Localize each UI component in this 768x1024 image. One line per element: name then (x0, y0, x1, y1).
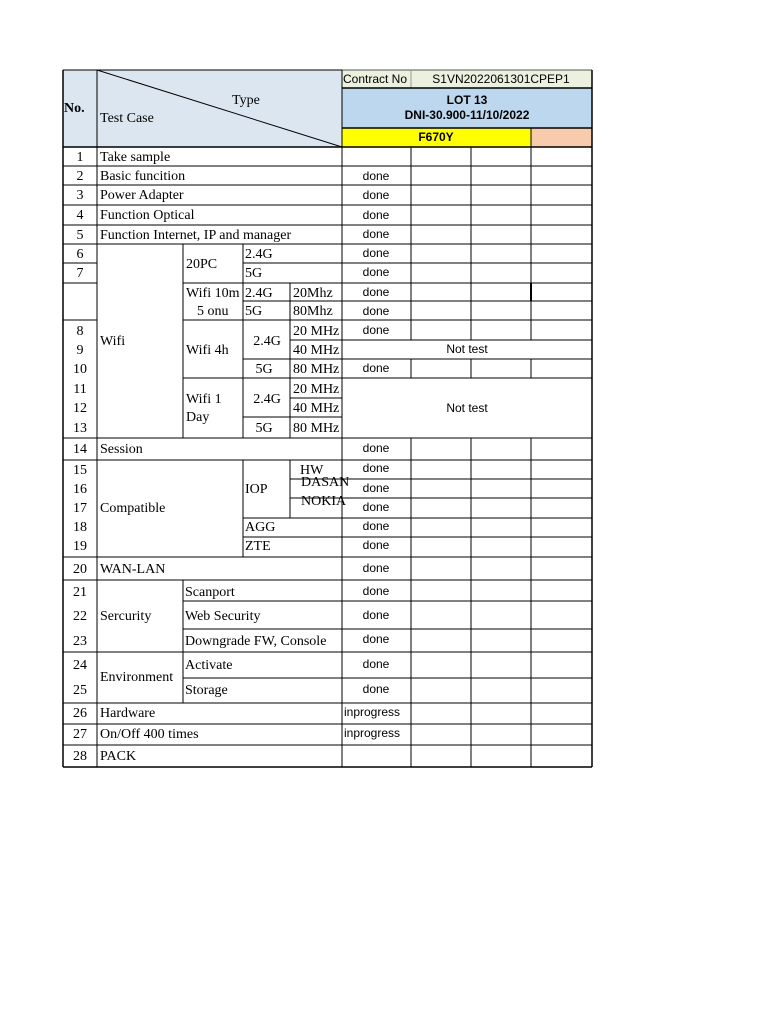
row-number: 10 (73, 362, 87, 377)
vendor-label: HW (300, 463, 324, 478)
row-number: 27 (73, 727, 87, 742)
status-cell: done (362, 632, 390, 646)
status-column (344, 169, 488, 740)
test-case-name: Activate (185, 658, 233, 673)
lot-subtitle: DNI-30.900-11/10/2022 (404, 108, 530, 122)
row-number: 12 (73, 401, 87, 416)
row-number: 1 (76, 150, 84, 165)
no-header: No. (64, 101, 85, 116)
band-label: 2.4G (253, 334, 281, 349)
bandwidth-label: 80 MHz (293, 362, 340, 377)
group-wifi-10m: Wifi 10m (186, 286, 240, 301)
band-label: 5G (245, 266, 263, 281)
test-case-name: Session (100, 442, 143, 457)
type-header: Type (232, 93, 260, 108)
status-cell: done (362, 608, 390, 622)
group-wifi-1-day: Wifi 1 (186, 392, 222, 407)
status-cell: done (362, 304, 390, 318)
band-label: 5G (255, 421, 273, 436)
status-cell: inprogress (343, 705, 401, 719)
group-environment: Environment (100, 670, 174, 685)
model-name: F670Y (418, 130, 454, 144)
test-case-column (100, 150, 349, 764)
group-iop: IOP (245, 482, 268, 497)
row-number: 6 (76, 247, 84, 262)
row-number: 2 (76, 169, 84, 184)
status-cell: done (362, 208, 390, 222)
band-label: 5G (245, 304, 263, 319)
group-wifi-1-day-2: Day (186, 410, 210, 425)
bandwidth-label: 20Mhz (293, 286, 333, 301)
row-number: 24 (73, 658, 87, 673)
group-compatible: Compatible (100, 501, 166, 516)
bandwidth-label: 20 MHz (293, 324, 340, 339)
test-case-name: Downgrade FW, Console (185, 634, 327, 649)
row-number: 17 (73, 501, 87, 516)
row-number: 21 (73, 585, 87, 600)
row-number: 7 (76, 266, 84, 281)
band-label: 2.4G (245, 247, 273, 262)
contract-label: Contract No (343, 72, 408, 86)
lot-title: LOT 13 (446, 93, 488, 107)
row-number: 13 (73, 421, 87, 436)
status-cell: done (362, 500, 390, 514)
row-number: 4 (76, 208, 84, 223)
row-number: 14 (73, 442, 87, 457)
status-cell: inprogress (343, 726, 401, 740)
not-test-cell: Not test (446, 342, 488, 356)
test-case-name: On/Off 400 times (100, 727, 199, 742)
bandwidth-label: 80Mhz (293, 304, 333, 319)
status-cell: done (362, 246, 390, 260)
bandwidth-label: 40 MHz (293, 343, 340, 358)
not-test-cell: Not test (446, 401, 488, 415)
test-case-name: Storage (185, 683, 228, 698)
status-cell: done (362, 519, 390, 533)
test-case-name: Take sample (100, 150, 171, 165)
row-number: 15 (73, 463, 87, 478)
status-cell: done (362, 657, 390, 671)
bandwidth-label: 20 MHz (293, 382, 340, 397)
test-case-name: Scanport (185, 585, 235, 600)
row-number: 28 (73, 749, 87, 764)
status-cell: done (362, 169, 390, 183)
band-label: 2.4G (245, 286, 273, 301)
row-number: 20 (73, 562, 87, 577)
row-number: 25 (73, 683, 87, 698)
vendor-label: ZTE (245, 539, 271, 554)
row-number: 19 (73, 539, 87, 554)
status-cell: done (362, 538, 390, 552)
band-label: 2.4G (253, 392, 281, 407)
header-background (63, 70, 342, 147)
status-cell: done (362, 584, 390, 598)
status-cell: done (362, 682, 390, 696)
status-cell: done (362, 227, 390, 241)
status-cell: done (362, 285, 390, 299)
bandwidth-label: 80 MHz (293, 421, 340, 436)
test-case-name: Function Internet, IP and manager (100, 228, 292, 243)
row-number: 18 (73, 520, 87, 535)
status-cell: done (362, 481, 390, 495)
group-wifi-10m-onu: 5 onu (197, 304, 229, 319)
row-number: 22 (73, 609, 87, 624)
test-case-name: Power Adapter (100, 188, 184, 203)
test-case-name: PACK (100, 749, 137, 764)
status-cell: done (362, 441, 390, 455)
vendor-label: AGG (245, 520, 276, 535)
row-number: 8 (76, 324, 84, 339)
row-number: 11 (73, 382, 87, 397)
test-case-name: Hardware (100, 706, 156, 721)
test-case-header: Test Case (100, 111, 154, 126)
status-cell: done (362, 188, 390, 202)
test-case-name: Web Security (185, 609, 261, 624)
row-number: 26 (73, 706, 87, 721)
group-wifi-4h: Wifi 4h (186, 343, 229, 358)
accent-cell (531, 128, 592, 147)
group-wifi: Wifi (100, 334, 126, 349)
test-case-name: Basic funcition (100, 169, 186, 184)
vendor-label: DASAN (301, 475, 350, 490)
status-cell: done (362, 461, 390, 475)
band-label: 5G (255, 362, 273, 377)
status-cell: done (362, 265, 390, 279)
status-cell: done (362, 561, 390, 575)
row-number: 16 (73, 482, 87, 497)
group-20pc: 20PC (186, 257, 218, 272)
row-number: 5 (76, 228, 84, 243)
group-security: Sercurity (100, 609, 152, 624)
bandwidth-label: 40 MHz (293, 401, 340, 416)
vendor-label: NOKIA (301, 494, 347, 509)
row-number: 9 (76, 343, 84, 358)
row-number: 3 (76, 188, 84, 203)
number-column (73, 150, 87, 764)
test-case-name: Function Optical (100, 208, 195, 223)
status-cell: done (362, 323, 390, 337)
row-number: 23 (73, 634, 87, 649)
contract-value: S1VN2022061301CPEP1 (432, 72, 570, 86)
status-cell: done (362, 361, 390, 375)
test-case-name: WAN-LAN (100, 562, 166, 577)
